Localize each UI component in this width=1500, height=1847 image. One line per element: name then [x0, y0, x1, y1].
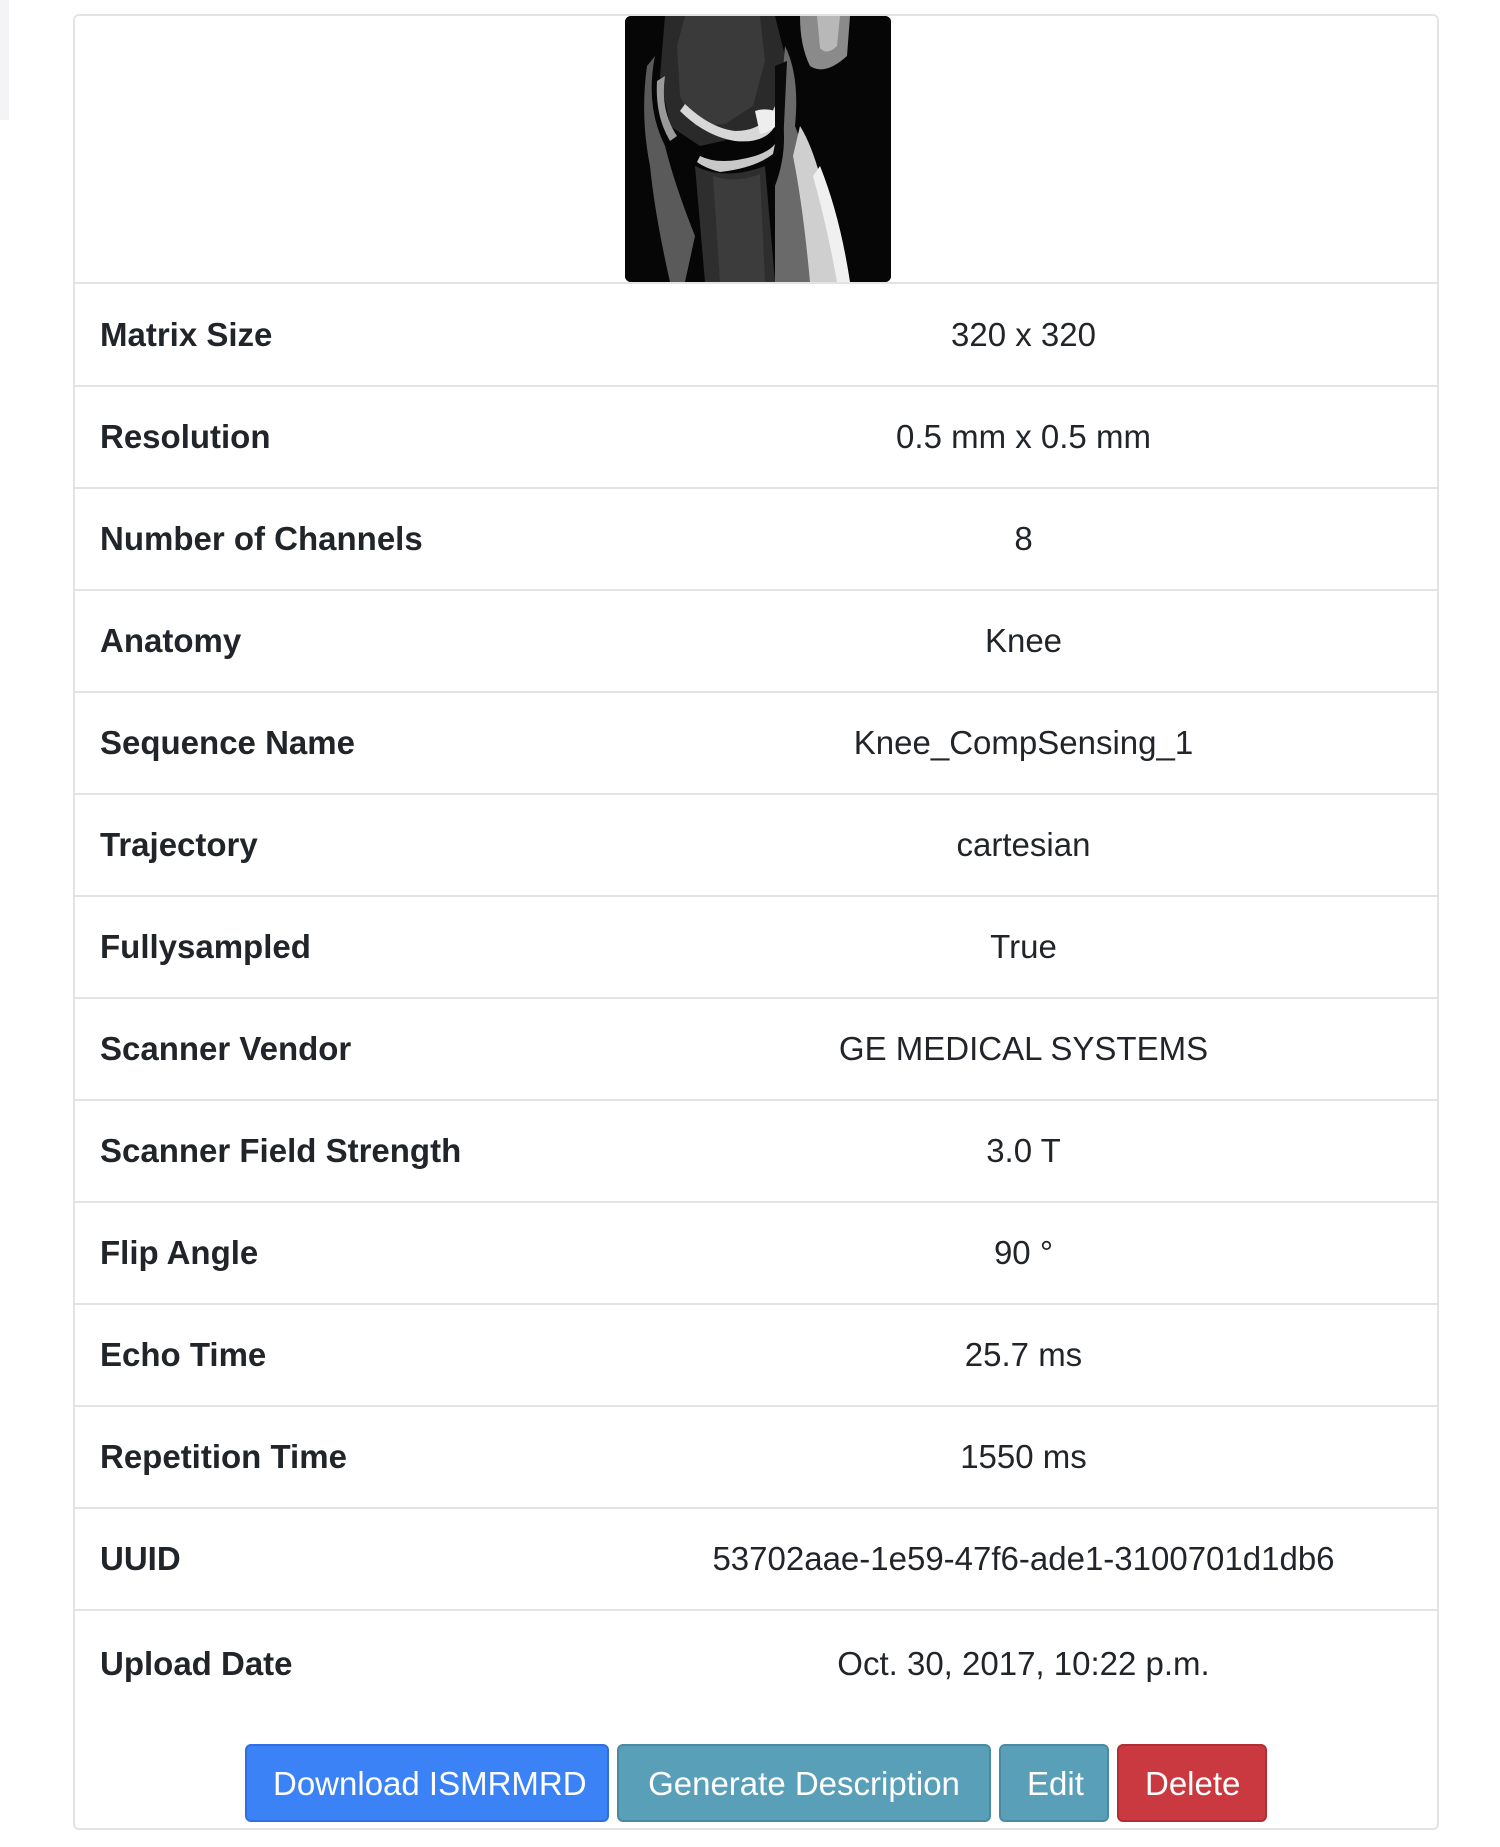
row-value-scanner-vendor: GE MEDICAL SYSTEMS: [610, 998, 1437, 1100]
table-row: [75, 386, 1437, 488]
table-row: [75, 692, 1437, 794]
table-row: [75, 1406, 1437, 1508]
generate-description-button[interactable]: Generate Description: [617, 1744, 991, 1822]
row-label-repetition-time: Repetition Time: [75, 1406, 610, 1508]
row-label-trajectory: Trajectory: [75, 794, 610, 896]
table-row: [75, 1202, 1437, 1304]
thumbnail-row: [75, 16, 1437, 284]
table-row: [75, 1508, 1437, 1610]
row-label-fullysampled: Fullysampled: [75, 896, 610, 998]
action-buttons: [75, 1744, 1437, 1824]
row-value-fullysampled: True: [610, 896, 1437, 998]
row-value-matrix-size: 320 x 320: [610, 284, 1437, 386]
table-row: [75, 1610, 1437, 1716]
mri-knee-image: [625, 16, 891, 282]
row-value-trajectory: cartesian: [610, 794, 1437, 896]
table-row: [75, 1304, 1437, 1406]
table-row: [75, 896, 1437, 998]
row-label-scanner-field-strength: Scanner Field Strength: [75, 1100, 610, 1202]
row-label-uuid: UUID: [75, 1508, 610, 1610]
delete-button[interactable]: Delete: [1117, 1744, 1267, 1822]
row-value-resolution: 0.5 mm x 0.5 mm: [610, 386, 1437, 488]
table-row: [75, 998, 1437, 1100]
edit-button[interactable]: Edit: [999, 1744, 1109, 1822]
table-row: [75, 794, 1437, 896]
table-row: [75, 488, 1437, 590]
row-value-number-of-channels: 8: [610, 488, 1437, 590]
row-label-resolution: Resolution: [75, 386, 610, 488]
metadata-table: [75, 284, 1437, 1716]
row-value-scanner-field-strength: 3.0 T: [610, 1100, 1437, 1202]
row-value-echo-time: 25.7 ms: [610, 1304, 1437, 1406]
row-label-number-of-channels: Number of Channels: [75, 488, 610, 590]
row-label-anatomy: Anatomy: [75, 590, 610, 692]
row-label-scanner-vendor: Scanner Vendor: [75, 998, 610, 1100]
row-label-upload-date: Upload Date: [100, 1644, 293, 1682]
row-label-echo-time: Echo Time: [75, 1304, 610, 1406]
row-value-repetition-time: 1550 ms: [610, 1406, 1437, 1508]
row-value-flip-angle: 90 °: [610, 1202, 1437, 1304]
row-label-sequence-name: Sequence Name: [75, 692, 610, 794]
row-value-uuid: 53702aae-1e59-47f6-ade1-3100701d1db6: [610, 1508, 1437, 1610]
row-value-upload-date: Oct. 30, 2017, 10:22 p.m.: [837, 1644, 1210, 1682]
table-row: [75, 1100, 1437, 1202]
table-row: [75, 284, 1437, 386]
page-edge-strip: [0, 0, 9, 120]
download-ismrmrd-button[interactable]: Download ISMRMRD: [245, 1744, 609, 1822]
mri-thumbnail-image[interactable]: [625, 16, 891, 282]
table-row: [75, 590, 1437, 692]
row-value-sequence-name: Knee_CompSensing_1: [610, 692, 1437, 794]
row-label-matrix-size: Matrix Size: [75, 284, 610, 386]
row-value-anatomy: Knee: [610, 590, 1437, 692]
dataset-detail-card: [73, 14, 1439, 1830]
row-label-flip-angle: Flip Angle: [75, 1202, 610, 1304]
